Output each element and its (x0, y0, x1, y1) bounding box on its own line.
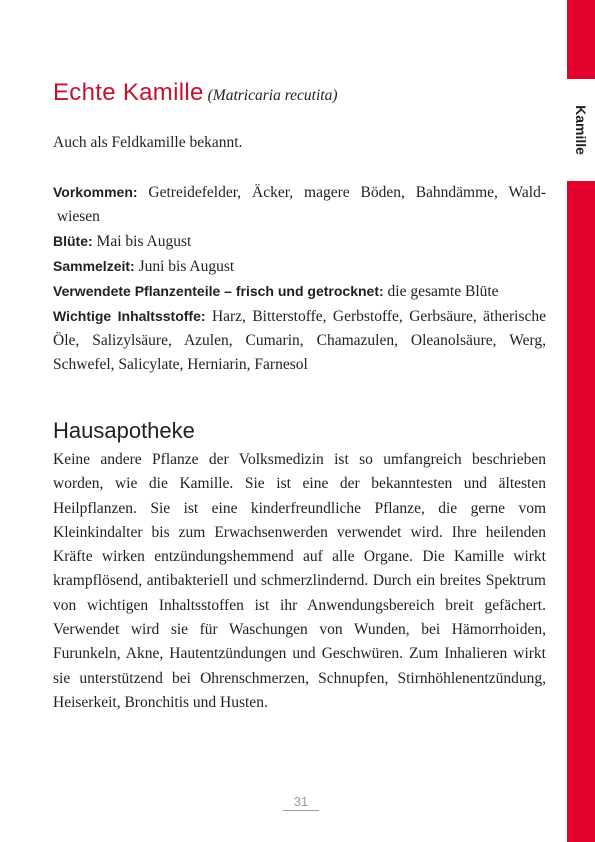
page-title (53, 79, 338, 107)
fact-list (53, 180, 546, 377)
latin-name: (Matricaria recutita) (207, 87, 338, 104)
fact-label: Sammelzeit: (53, 258, 135, 274)
plant-name: Echte Kamille (53, 79, 204, 106)
fact-value: Getreidefelder, Äcker, magere Böden, Bahndämme, Wald- wiesen (53, 184, 546, 225)
fact-sammelzeit (53, 254, 546, 279)
section-heading: Hausapotheke (53, 418, 195, 443)
fact-value: Juni bis August (134, 258, 235, 275)
fact-label: Wichtige Inhaltsstoffe: (53, 308, 206, 324)
side-tab-label: Kamille (573, 105, 589, 155)
side-tab-top-bar (567, 0, 595, 79)
fact-bluete (53, 229, 546, 254)
fact-label: Blüte: (53, 233, 93, 249)
fact-value: Harz, Bitterstoffe, Gerbstoffe, Gerbsäure, ätherische Öle, Salizylsäure, Azulen, Cumarin, Chamazulen, Oleanolsäure, Werg, Schwefel, Salicylate, Herniarin, Farnesol (53, 308, 546, 373)
side-tab (567, 79, 595, 181)
page-number: 31 (283, 794, 319, 811)
fact-value: Mai bis August (92, 233, 192, 250)
fact-label: Verwendete Pflanzenteile – frisch und getrocknet: (53, 283, 384, 299)
section-body: Keine andere Pflanze der Volksmedizin ist so umfangreich beschrieben worden, wie die Kamille. Sie ist eine der bekanntesten und ältesten Heilpflanzen. Sie ist eine kinderfreundliche Pflanze, die gerne vom Kleinkindalter bis zum Erwachsenwerden verwendet wird. Ihre heilenden Kräfte wirken entzündungshemmend auf alle Organe. Die Kamille wirkt krampflösend, antibakteriell und schmerzlindernd. Durch ein breites Spektrum von wichtigen Inhaltsstoffen ist ihr Anwendungsbereich breit gefächert. Verwendet wird sie für Waschungen von Wunden, bei Hämorrhoiden, Furunkeln, Akne, Hautentzündungen und Geschwüren. Zum Inhalieren wirkt sie unterstützend bei Ohrenschmerzen, Schnupfen, Stirnhöhlenentzündung, Heiserkeit, Bronchitis und Husten. (53, 451, 546, 711)
fact-value: die gesamte Blüte (383, 283, 499, 300)
fact-inhaltsstoffe (53, 304, 546, 377)
fact-label: Vorkommen: (53, 184, 138, 200)
side-tab-bottom-bar (567, 181, 595, 842)
intro-text: Auch als Feldkamille bekannt. (53, 134, 243, 151)
fact-pflanzenteile (53, 279, 546, 304)
fact-vorkommen (53, 180, 546, 229)
